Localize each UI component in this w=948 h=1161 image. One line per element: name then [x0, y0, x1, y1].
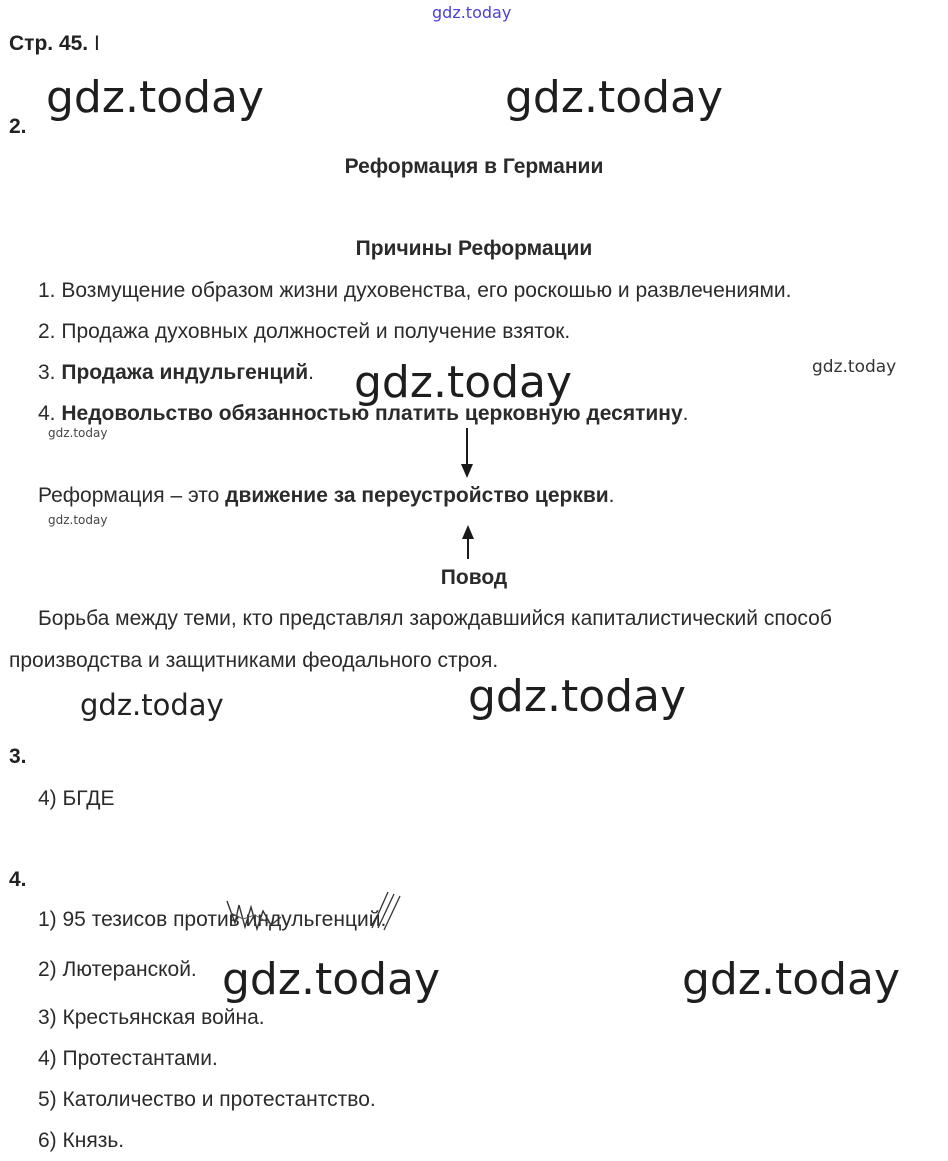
watermark-big-1: gdz.today — [46, 72, 265, 123]
reformation-definition — [38, 483, 615, 509]
task-4-answer-3: 3) Крестьянская война. — [38, 1006, 265, 1029]
cause-2 — [38, 319, 570, 345]
watermark-tiny-2: gdz.today — [48, 513, 108, 527]
watermark-big-3: gdz.today — [354, 357, 573, 408]
task-4-answer-1: 1) 95 тезисов против индульгенций. — [38, 908, 387, 931]
task-4-answer-6: 6) Князь. — [38, 1129, 125, 1152]
pretext-line-1: Борьба между теми, кто представлял зарождавшийся капиталистический способ — [38, 607, 832, 630]
page-label-text: Стр. 45. — [9, 32, 89, 55]
cause-2-num: 2. — [38, 320, 56, 343]
down-arrow-icon — [457, 428, 477, 480]
pretext-title-text: Повод — [440, 566, 508, 589]
cause-3 — [38, 360, 314, 386]
definition-tail: . — [608, 484, 615, 507]
task-4-answer-2: 2) Лютеранской. — [38, 958, 197, 981]
watermark-big-5: gdz.today — [222, 954, 441, 1005]
up-arrow-icon — [458, 525, 478, 559]
cause-1-text: Возмущение образом жизни духовенства, его роскошью и развлечениями. — [61, 279, 792, 302]
page-label-tail: I — [93, 32, 100, 55]
watermark-small-1: gdz.today — [812, 357, 897, 377]
watermark-big-6: gdz.today — [682, 954, 901, 1005]
cause-3-text: Продажа индульгенций — [61, 361, 309, 384]
task-4-answer-4: 4) Протестантами. — [38, 1047, 218, 1070]
pretext-title — [0, 566, 948, 590]
page-label — [9, 32, 100, 56]
watermark-tiny-1: gdz.today — [48, 426, 108, 440]
pretext-line-2: производства и защитниками феодального строя. — [9, 649, 499, 672]
task-2-number: 2. — [9, 115, 27, 138]
definition-bold: движение за переустройство церкви — [225, 484, 609, 507]
cause-4-tail: . — [682, 402, 689, 425]
cause-2-text: Продажа духовных должностей и получение взяток. — [61, 320, 571, 343]
causes-title — [0, 237, 948, 261]
cause-3-num: 3. — [38, 361, 56, 384]
watermark-mid-1: gdz.today — [80, 688, 224, 722]
definition-prefix: Реформация – это — [38, 484, 226, 507]
scribble-mark-2 — [368, 888, 408, 932]
task-4-number: 4. — [9, 868, 27, 891]
cause-1 — [38, 278, 791, 304]
task-2-title — [0, 155, 948, 179]
watermark-top: gdz.today — [432, 3, 512, 22]
cause-3-tail: . — [308, 361, 315, 384]
task-3-number: 3. — [9, 745, 27, 768]
task-2-title-text: Реформация в Германии — [344, 155, 604, 178]
watermark-big-4: gdz.today — [468, 671, 687, 722]
task-4-answer-5: 5) Католичество и протестантство. — [38, 1088, 376, 1111]
cause-4-text: Недовольство обязанностью платить церковную десятину — [61, 402, 683, 425]
cause-1-num: 1. — [38, 279, 56, 302]
causes-title-text: Причины Реформации — [355, 237, 593, 260]
cause-4-num: 4. — [38, 402, 56, 425]
task-3-answer: 4) БГДЕ — [38, 787, 115, 810]
watermark-big-2: gdz.today — [505, 72, 724, 123]
scribble-mark-1 — [225, 893, 285, 933]
